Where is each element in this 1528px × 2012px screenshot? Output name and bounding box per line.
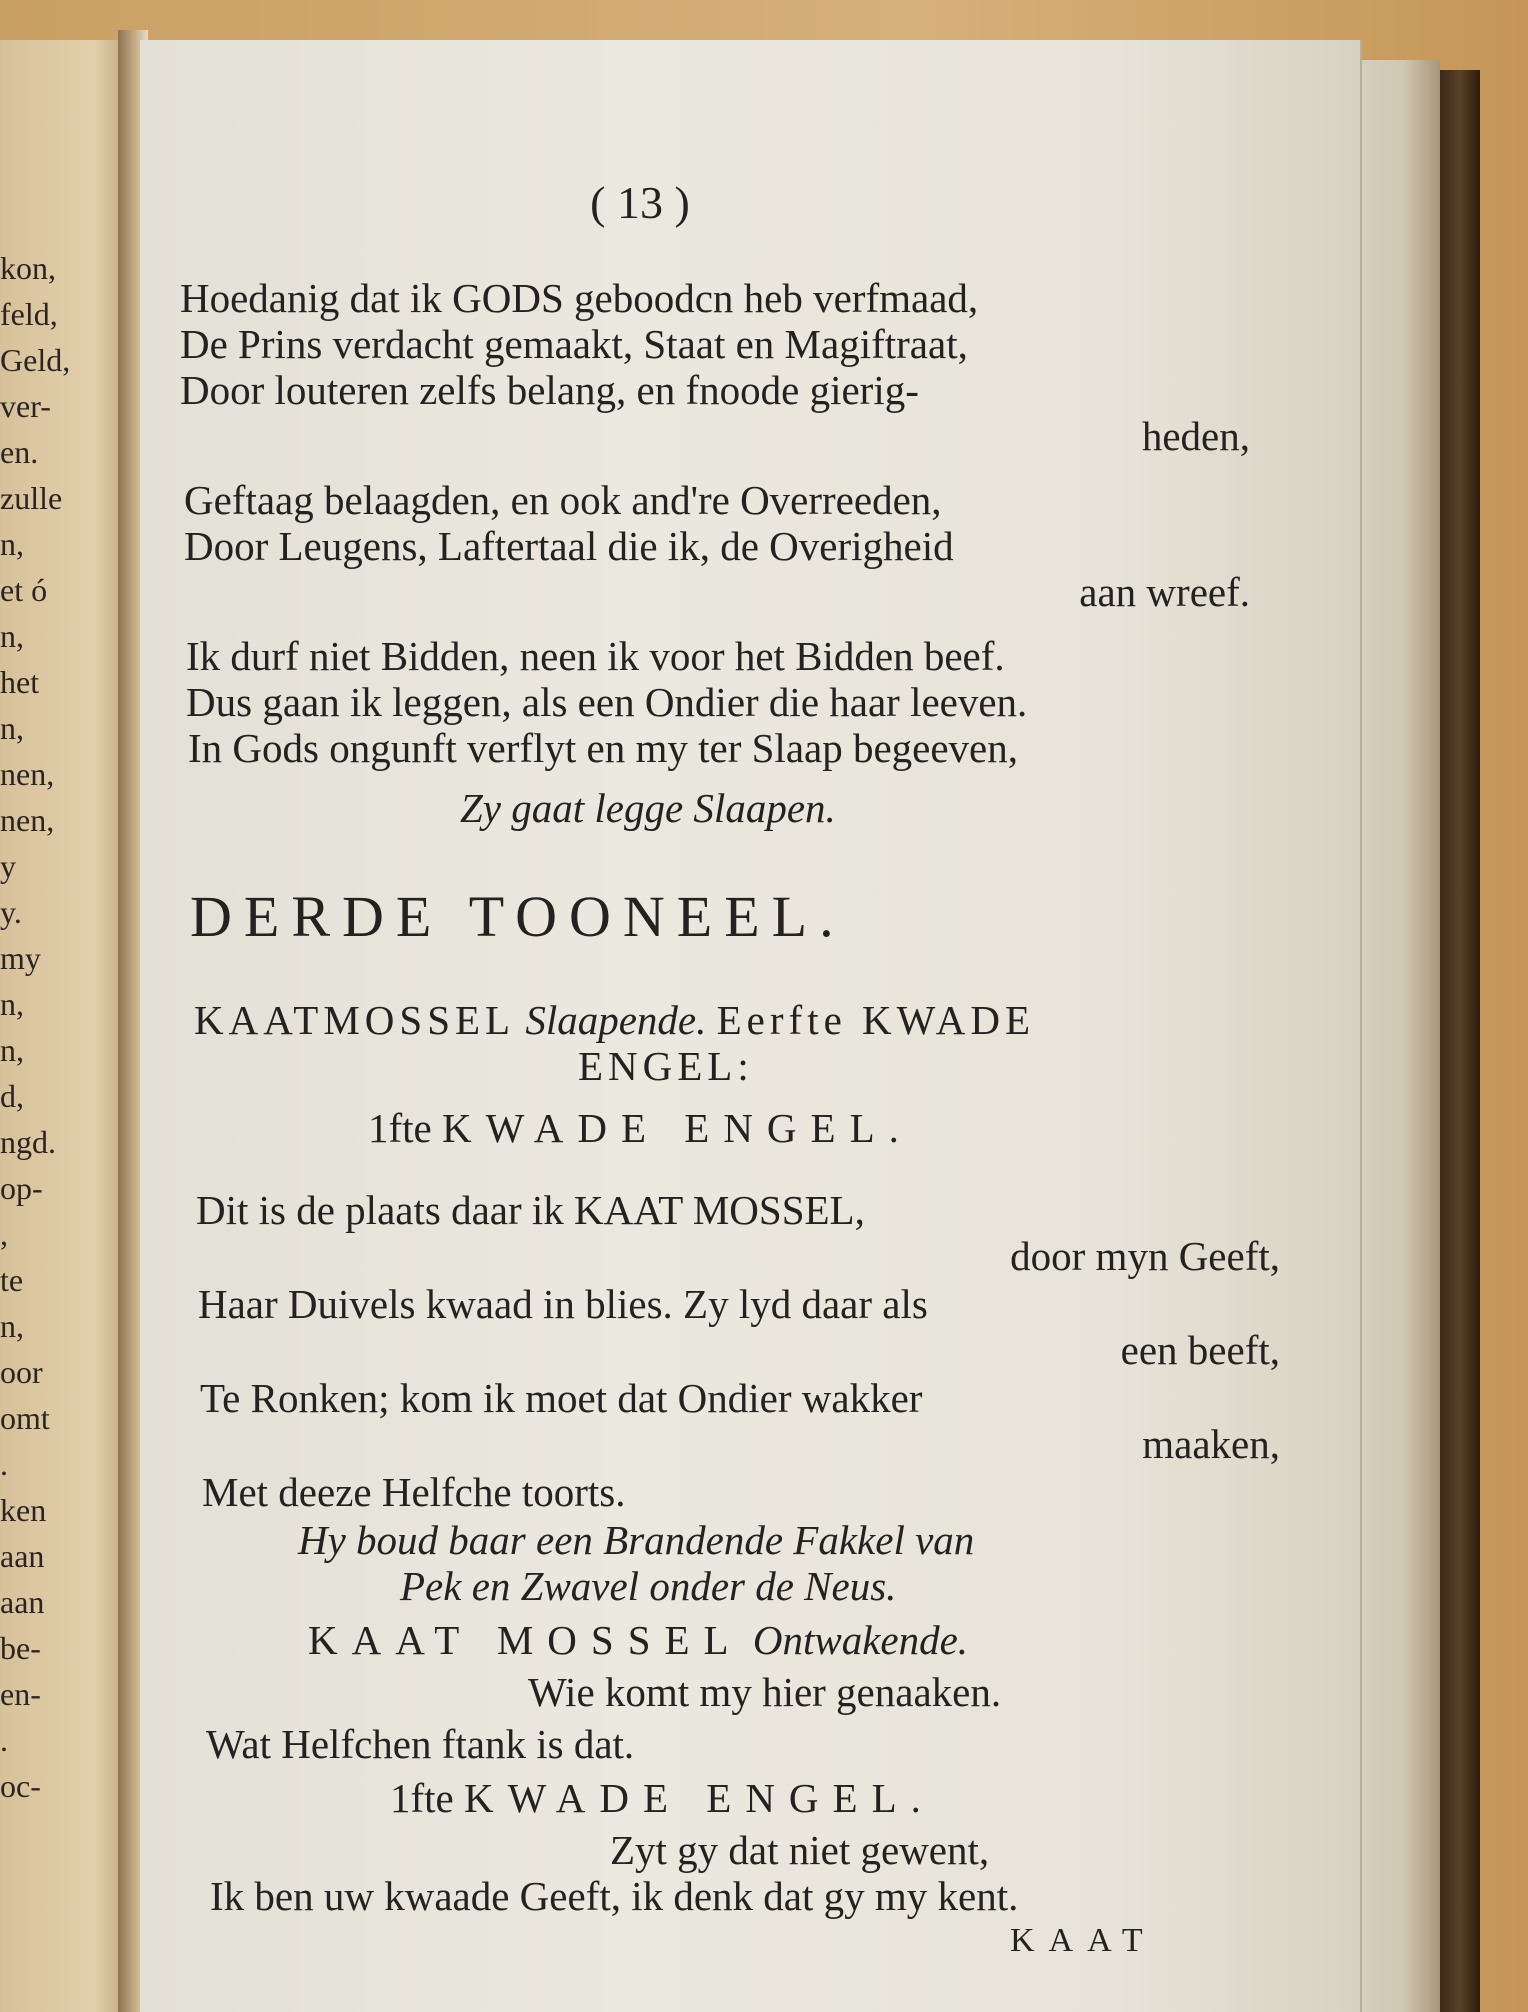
prev-page-fragment: d, [0, 1078, 24, 1114]
book-page [140, 40, 1362, 2012]
prev-page-fragment: oor [0, 1354, 43, 1390]
dialogue-line-5: Te Ronken; kom ik moet dat Ondier wakker [200, 1375, 923, 1421]
prev-page-fragment: feld, [0, 296, 58, 332]
prev-page-fragment: n, [0, 986, 24, 1022]
prev-page-fragment: n, [0, 1032, 24, 1068]
speaker-3 [390, 1775, 935, 1821]
prev-page-fragment: kon, [0, 250, 56, 286]
prev-page-fragment: omt [0, 1400, 50, 1436]
prev-page-fragment: zulle [0, 480, 63, 516]
prev-page-fragment: y. [0, 894, 22, 930]
cast-line-1 [194, 997, 1036, 1043]
verse-line-2: De Prins verdacht gemaakt, Staat en Magiftraat, [180, 321, 968, 367]
verse-line-10: In Gods ongunft verflyt en my ter Slaap begeeven, [188, 725, 1019, 771]
prev-page-fragment: n, [0, 1308, 24, 1344]
dialogue-line-1: Dit is de plaats daar ik KAAT MOSSEL, [196, 1187, 865, 1233]
dialogue-line-3: Haar Duivels kwaad in blies. Zy lyd daar als [198, 1281, 928, 1327]
verse-line-7: aan wreef. [1079, 569, 1250, 615]
prev-page-fragment: en- [0, 1676, 41, 1712]
prev-page-fragment: op- [0, 1170, 43, 1206]
prev-page-fragment: aan [0, 1538, 45, 1574]
dialogue-line-6: maaken, [1142, 1421, 1280, 1467]
prev-page-fragment: n, [0, 526, 24, 562]
prev-page-fragment: . [0, 1446, 8, 1482]
catchword: KAAT [1010, 1922, 1157, 1959]
dialogue-line-4: een beeft, [1120, 1327, 1280, 1373]
prev-page-fragment: , [0, 1216, 8, 1252]
prev-page-fragment: oc- [0, 1768, 41, 1804]
book-cover-edge [1440, 70, 1480, 2012]
prev-page-fragment: aan [0, 1584, 45, 1620]
cast-kaatmossel: KAATMOSSEL [194, 997, 516, 1043]
prev-page-fragment: n, [0, 618, 24, 654]
prev-page-fragment: nen, [0, 756, 55, 792]
scene-heading: DERDE TOONEEL. [190, 884, 846, 949]
speaker-2-direction: Ontwakende. [752, 1617, 969, 1663]
prev-page-fragment: het [0, 664, 40, 700]
stage-direction-2: Pek en Zwavel onder de Neus. [400, 1563, 897, 1609]
verse-line-1: Hoedanig dat ik GODS geboodcn heb verfmaad, [180, 275, 979, 321]
prev-page-fragment: . [0, 1722, 8, 1758]
prev-page-fragment: te [0, 1262, 24, 1298]
prev-page-fragment: ver- [0, 388, 51, 424]
speaker-3-name: KWADE ENGEL. [464, 1775, 935, 1821]
speaker-2 [308, 1617, 969, 1663]
verse-line-8: Ik durf niet Bidden, neen ik voor het Bidden beef. [186, 633, 1005, 679]
stage-direction-1: Hy boud baar een Brandende Fakkel van [298, 1517, 975, 1563]
dialogue-line-9: Wat Helfchen ftank is dat. [206, 1721, 635, 1767]
verse-line-3: Door louteren zelfs belang, en fnoode gierig- [180, 367, 919, 413]
speaker-1-name: KWADE ENGEL. [442, 1105, 913, 1151]
page-number: ( 13 ) [590, 177, 690, 228]
stage-direction-sleep: Zy gaat legge Slaapen. [460, 785, 836, 831]
cast-first-evil: Eerfte KWADE [716, 997, 1036, 1043]
dialogue-line-11: Ik ben uw kwaade Geeft, ik denk dat gy my kent. [210, 1873, 1019, 1919]
verse-line-6: Door Leugens, Laftertaal die ik, de Overigheid [184, 523, 954, 569]
prev-page-fragment: en. [0, 434, 39, 470]
dialogue-line-2: door myn Geeft, [1010, 1233, 1280, 1279]
speaker-1-number: 1fte [368, 1105, 432, 1151]
cast-direction-sleeping: Slaapende. [525, 997, 707, 1043]
prev-page-fragment: y [0, 848, 16, 884]
speaker-3-number: 1fte [390, 1775, 454, 1821]
cast-line-2: ENGEL: [578, 1043, 754, 1089]
page-block-edge [1350, 60, 1440, 2012]
prev-page-fragment: Geld, [0, 342, 71, 378]
prev-page-fragment: ken [0, 1492, 47, 1528]
dialogue-line-7: Met deeze Helfche toorts. [202, 1469, 626, 1515]
dialogue-line-10: Zyt gy dat niet gewent, [610, 1827, 990, 1873]
verse-line-4: heden, [1141, 413, 1250, 459]
speaker-1 [368, 1105, 913, 1151]
dialogue-line-8: Wie komt my hier genaaken. [528, 1669, 1002, 1715]
prev-page-fragment: et ó [0, 572, 48, 608]
prev-page-fragment: n, [0, 710, 24, 746]
previous-page [0, 40, 135, 2012]
verse-line-5: Geftaag belaagden, en ook and're Overreeden, [184, 477, 942, 523]
prev-page-fragment: nen, [0, 802, 55, 838]
verse-line-9: Dus gaan ik leggen, als een Ondier die haar leeven. [186, 679, 1028, 725]
prev-page-fragment: ngd. [0, 1124, 56, 1160]
prev-page-fragment: be- [0, 1630, 41, 1666]
prev-page-fragment: my [0, 940, 41, 976]
speaker-2-name: KAAT MOSSEL [308, 1617, 743, 1663]
